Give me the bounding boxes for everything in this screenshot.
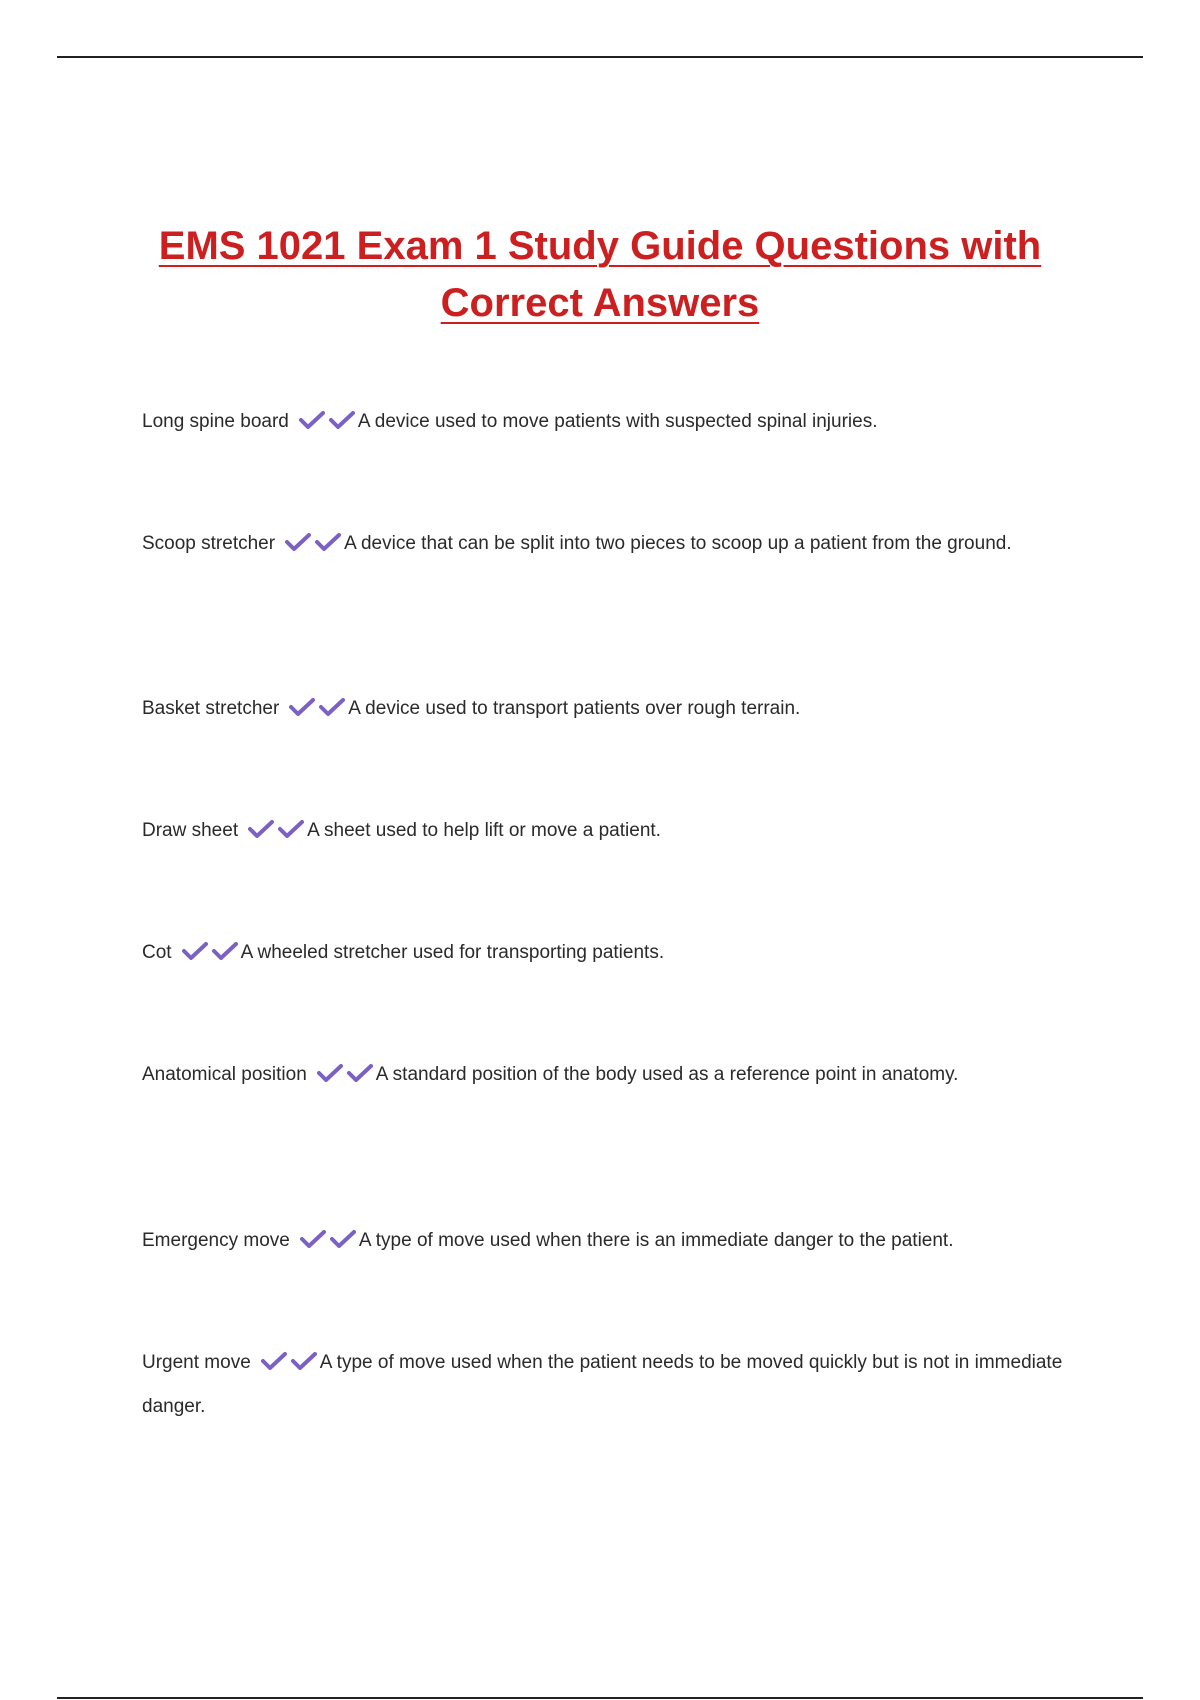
term: Draw sheet — [142, 820, 239, 841]
double-checkmark-icon — [182, 941, 238, 961]
term: Cot — [142, 942, 172, 963]
title-line-1: EMS 1021 Exam 1 Study Guide Questions with — [158, 224, 1042, 268]
page-title — [100, 218, 1100, 332]
double-checkmark-icon — [289, 697, 345, 717]
answer: A type of move used when the patient needs to be moved quickly but is not in immediate danger. — [142, 1352, 1063, 1417]
double-checkmark-icon — [285, 532, 341, 552]
double-checkmark-icon — [261, 1351, 317, 1371]
double-checkmark-icon — [248, 819, 304, 839]
term: Anatomical position — [142, 1064, 307, 1085]
answer: A wheeled stretcher used for transporting patients. — [240, 942, 665, 963]
term: Basket stretcher — [142, 698, 280, 719]
term: Scoop stretcher — [142, 533, 276, 554]
answer: A device that can be split into two pieces to scoop up a patient from the ground. — [344, 533, 1012, 554]
footer-rule — [57, 1697, 1143, 1699]
qa-entry — [142, 1341, 1072, 1429]
term: Urgent move — [142, 1352, 251, 1373]
term: Emergency move — [142, 1230, 290, 1251]
answer: A sheet used to help lift or move a patient. — [307, 820, 661, 841]
double-checkmark-icon — [300, 1229, 356, 1249]
header-rule — [57, 56, 1143, 58]
double-checkmark-icon — [299, 410, 355, 430]
qa-entry — [142, 1053, 1072, 1097]
answer: A device used to transport patients over rough terrain. — [348, 698, 801, 719]
qa-entry — [142, 400, 1072, 444]
answer: A device used to move patients with suspected spinal injuries. — [357, 411, 878, 432]
double-checkmark-icon — [317, 1063, 373, 1083]
qa-entry — [142, 809, 1072, 853]
answer: A standard position of the body used as a reference point in anatomy. — [375, 1064, 959, 1085]
title-line-2: Correct Answers — [440, 281, 760, 325]
term: Long spine board — [142, 411, 289, 432]
qa-entry — [142, 687, 1072, 731]
qa-entry — [142, 931, 1072, 975]
answer: A type of move used when there is an immediate danger to the patient. — [358, 1230, 954, 1251]
qa-entry — [142, 1219, 1072, 1263]
qa-entry — [142, 522, 1072, 566]
